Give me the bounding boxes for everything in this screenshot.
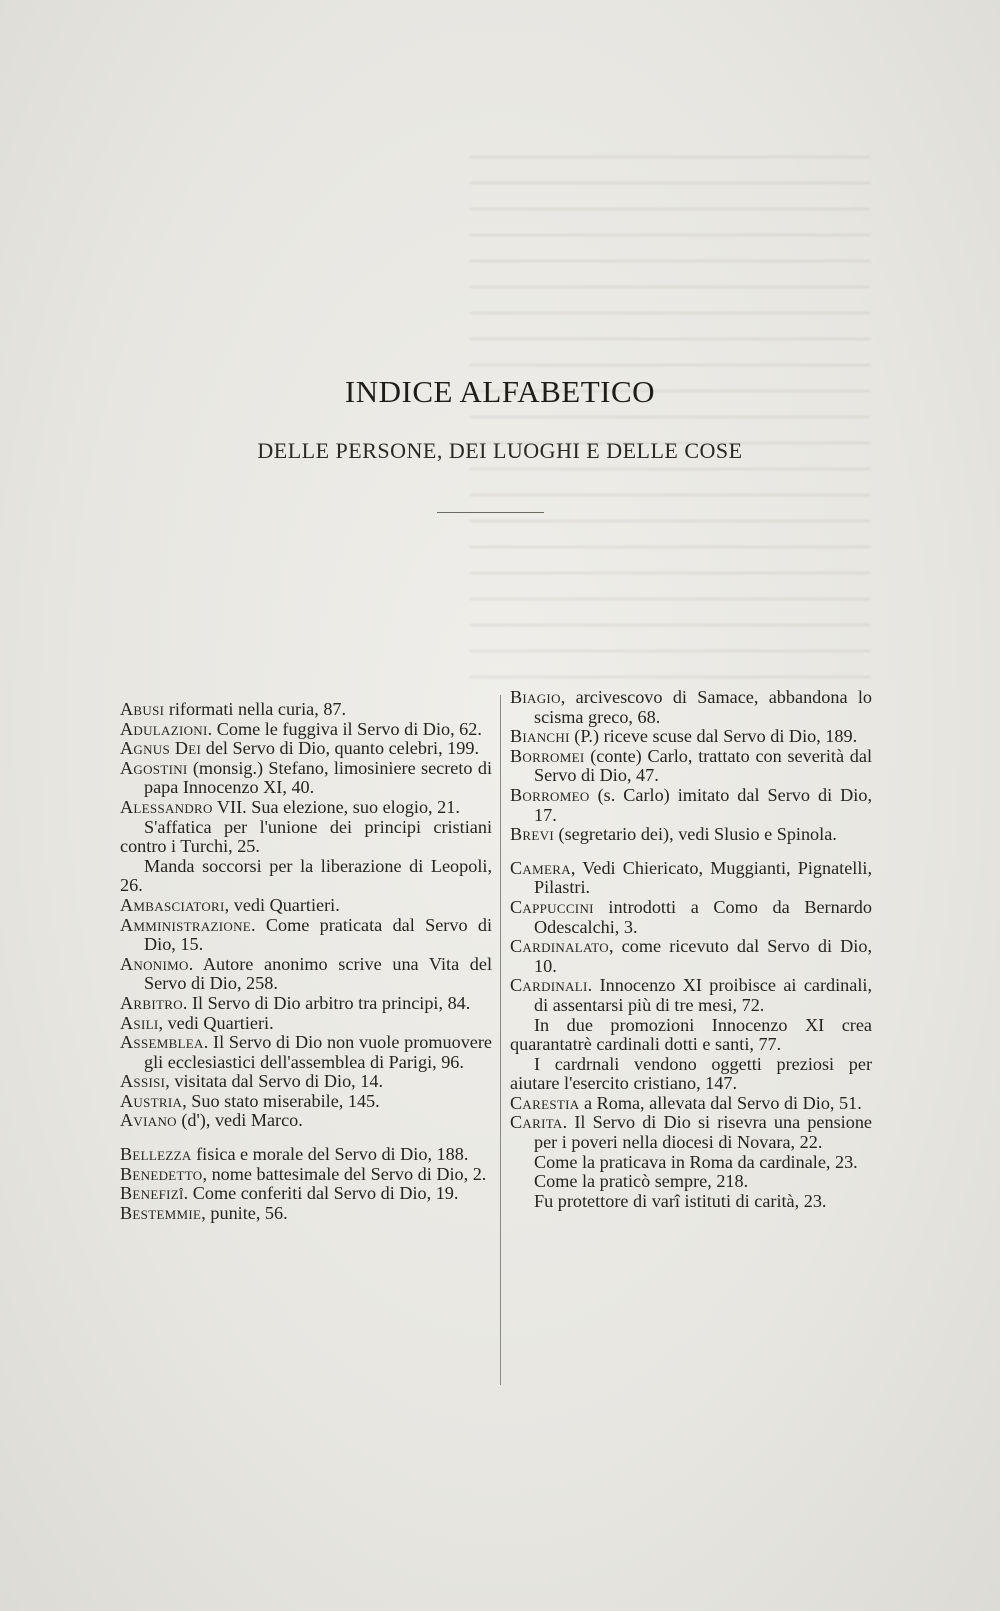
index-subtitle: DELLE PERSONE, DEI LUOGHI E DELLE COSE: [257, 438, 743, 463]
entry-text: riformati nella curia, 87.: [164, 699, 347, 719]
entry-text: , Suo stato miserabile, 145.: [182, 1090, 380, 1111]
entry-text: . Come le fuggiva il Servo di Dio, 62.: [207, 718, 482, 739]
index-entry: [510, 1113, 872, 1152]
index-entry: [120, 1072, 492, 1092]
entry-headword: Agnus Dei: [120, 738, 202, 759]
entry-text: VII. Sua elezione, suo elogio, 21.: [212, 796, 460, 817]
entry-headword: Assemblea: [120, 1032, 204, 1053]
entry-headword: Austria: [120, 1090, 183, 1111]
entry-headword: Abusi: [120, 699, 165, 719]
entry-text: Manda soccorsi per la liberazione di Leopoli, 26.: [120, 855, 492, 896]
index-entry: [120, 955, 492, 994]
index-entry: [120, 720, 492, 740]
entry-headword: Borromeo: [510, 784, 590, 805]
entry-text: (P.) riceve scuse dal Servo di Dio, 189.: [569, 726, 858, 747]
index-entry-continuation: [510, 1153, 872, 1173]
entry-headword: Brevi: [510, 824, 554, 845]
index-entry: [510, 747, 872, 786]
index-entry: [120, 994, 492, 1014]
entry-headword: Asili: [120, 1012, 159, 1033]
index-entry-continuation: [120, 857, 492, 896]
entry-text: , vedi Quartieri.: [224, 894, 340, 915]
entry-headword: Bellezza: [120, 1144, 192, 1165]
index-entry-continuation: [510, 1172, 872, 1192]
index-entry: [120, 739, 492, 759]
show-through-text: [470, 140, 870, 700]
entry-headword: Agostini: [120, 757, 188, 778]
index-entry: [510, 976, 872, 1015]
entry-text: introdotti a Como da Bernardo Odescalchi, 3.: [534, 896, 872, 937]
column-divider: [500, 695, 501, 1385]
entry-headword: Cappuccini: [510, 896, 594, 917]
index-entry: [120, 1165, 492, 1185]
entry-text: Come la praticava in Roma da cardinale, 23.: [534, 1151, 858, 1172]
entry-text: , come ricevuto dal Servo di Dio, 10.: [534, 936, 872, 976]
entry-text: . Il Servo di Dio arbitro tra principi, 84.: [182, 992, 471, 1013]
index-entry: [120, 916, 492, 955]
entry-headword: Borromei: [510, 745, 585, 766]
entry-text: a Roma, allevata dal Servo di Dio, 51.: [579, 1092, 862, 1113]
entry-headword: Anonimo: [120, 953, 189, 974]
index-entry: [510, 1094, 872, 1114]
index-entry: [510, 688, 872, 727]
entry-headword: Biagio: [510, 687, 561, 707]
entry-headword: Adulazioni: [120, 718, 208, 739]
entry-text: , nome battesimale del Servo di Dio, 2.: [202, 1163, 487, 1184]
title-rule: [437, 512, 544, 513]
entry-text: (conte) Carlo, trattato con severità dal Servo di Dio, 47.: [534, 745, 872, 786]
index-entry: [510, 937, 872, 976]
entry-text: (d'), vedi Marco.: [176, 1110, 303, 1131]
index-entry-continuation: [510, 1016, 872, 1055]
entry-text: , punite, 56.: [201, 1202, 288, 1223]
entry-headword: Cardinali: [510, 975, 588, 996]
entry-headword: Benefizî: [120, 1183, 184, 1204]
index-entry: [510, 727, 872, 747]
entry-headword: Alessandro: [120, 796, 213, 817]
entry-text: Come la praticò sempre, 218.: [534, 1171, 749, 1192]
index-entry: [120, 759, 492, 798]
index-entry-continuation: [510, 1055, 872, 1094]
index-entry: [120, 1145, 492, 1165]
entry-text: . Innocenzo XI proibisce ai cardinali, di assentarsi più di tre mesi, 72.: [534, 975, 872, 1015]
entry-text: fisica e morale del Servo di Dio, 188.: [191, 1144, 469, 1165]
index-entry: [120, 1204, 492, 1224]
entry-text: . Autore anonimo scrive una Vita del Servo di Dio, 258.: [144, 953, 492, 994]
entry-text: S'affatica per l'unione dei principi cristiani contro i Turchi, 25.: [120, 816, 492, 857]
index-entry: [120, 700, 492, 720]
entry-headword: Cardinalato: [510, 936, 609, 957]
entry-text: . Il Servo di Dio non vuole promuovere gli ecclesiastici dell'assemblea di Parigi, 96.: [144, 1032, 492, 1072]
index-title: INDICE ALFABETICO: [344, 374, 656, 409]
entry-headword: Carita: [510, 1112, 563, 1133]
index-entry: [120, 896, 492, 916]
entry-text: , Vedi Chiericato, Muggianti, Pignatelli, Pilastri.: [534, 857, 872, 898]
entry-headword: Camera: [510, 857, 571, 878]
entry-text: Fu protettore di varî istituti di carità, 23.: [534, 1190, 827, 1211]
entry-headword: Carestia: [510, 1092, 580, 1113]
entry-headword: Aviano: [120, 1110, 177, 1131]
entry-text: , visitata dal Servo di Dio, 14.: [165, 1071, 384, 1092]
index-entry: [510, 786, 872, 825]
index-entry-continuation: [510, 1192, 872, 1212]
index-entry: [120, 1092, 492, 1112]
index-entry: [120, 1033, 492, 1072]
index-column-left: [120, 700, 492, 1223]
entry-text: del Servo di Dio, quanto celebri, 199.: [201, 738, 479, 759]
index-entry: [120, 1184, 492, 1204]
entry-headword: Assisi: [120, 1071, 166, 1092]
index-entry: [510, 898, 872, 937]
entry-text: . Come conferiti dal Servo di Dio, 19.: [183, 1183, 459, 1204]
index-entry: [510, 825, 872, 845]
entry-headword: Arbitro: [120, 992, 183, 1013]
index-entry: [120, 798, 492, 818]
entry-headword: Amministrazione: [120, 914, 252, 935]
index-column-right: [510, 688, 872, 1211]
entry-text: . Come praticata dal Servo di Dio, 15.: [144, 914, 492, 955]
entry-text: (segretario dei), vedi Slusio e Spinola.: [553, 824, 837, 845]
entry-headword: Bestemmie: [120, 1202, 202, 1223]
index-entry-continuation: [120, 818, 492, 857]
entry-headword: Benedetto: [120, 1163, 203, 1184]
entry-text: I cardrnali vendono oggetti preziosi per aiutare l'esercito cristiano, 147.: [510, 1053, 872, 1094]
entry-text: , arcivescovo di Samace, abbandona lo scisma greco, 68.: [534, 687, 872, 727]
index-entry: [510, 859, 872, 898]
entry-text: (s. Carlo) imitato dal Servo di Dio, 17.: [534, 784, 872, 825]
entry-headword: Bianchi: [510, 726, 570, 747]
index-entry: [120, 1014, 492, 1034]
entry-text: (monsig.) Stefano, limosiniere secreto di papa Innocenzo XI, 40.: [144, 757, 492, 798]
index-entry: [120, 1111, 492, 1131]
entry-text: . Il Servo di Dio si risevra una pensione per i poveri nella diocesi di Novara, 22.: [534, 1112, 872, 1153]
entry-text: In due promozioni Innocenzo XI crea quarantatrè cardinali dotti e santi, 77.: [510, 1014, 872, 1055]
entry-text: , vedi Quartieri.: [158, 1012, 274, 1033]
entry-headword: Ambasciatori: [120, 894, 225, 915]
